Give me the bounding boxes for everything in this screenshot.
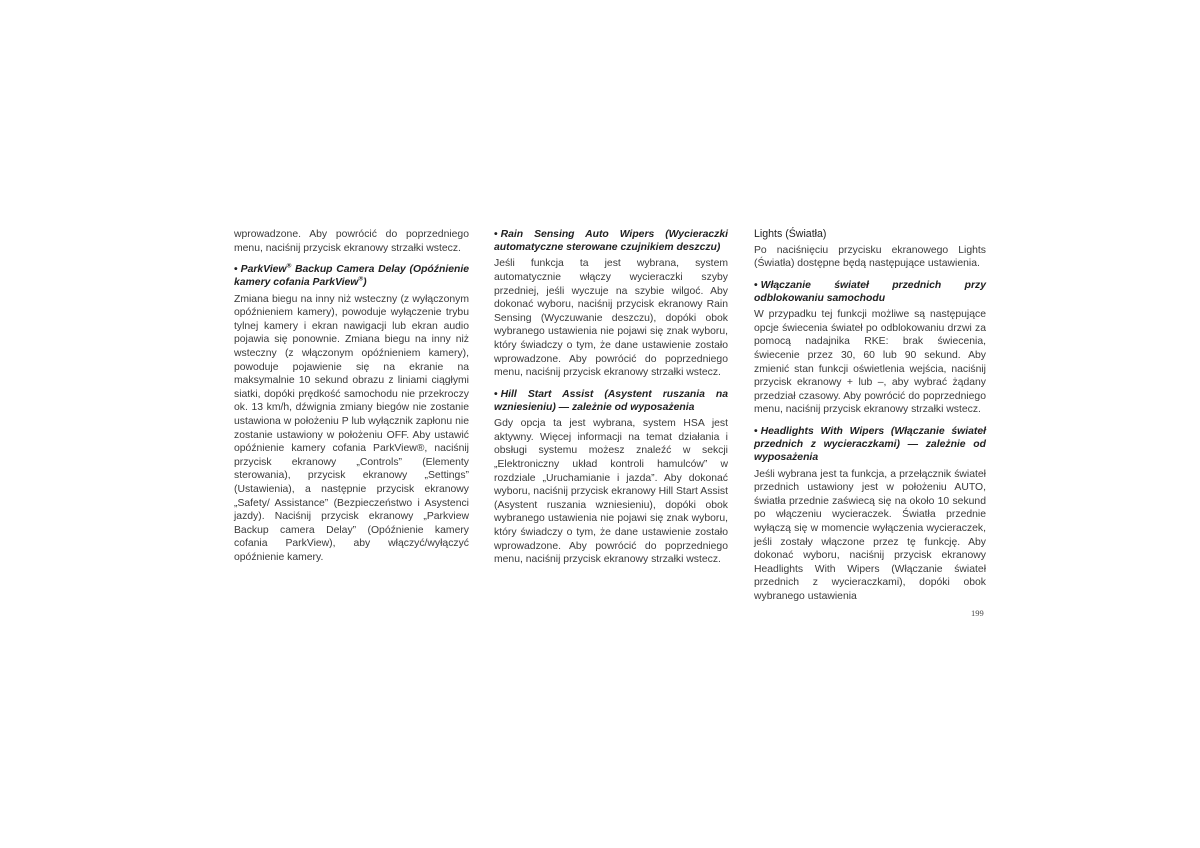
bullet-icon: • xyxy=(234,264,238,276)
paragraph-hill-start: Gdy opcja ta jest wybrana, system HSA jest aktywny. Więcej informacji na temat działania i obsługi systemu możesz znaleźć w sekcji „Elektroniczny układ kontroli hamulców” w rozdziale „Uruchamianie i jazda”. Aby dokonać wyboru, naciśnij przycisk ekranowy Hill Start Assist (Asystent ruszania wzniesieniu), dopóki obok wybranego ustawienia nie pojawi się znak wyboru, który świadczy o tym, że dane ustawienie zostało wprowadzone. Aby powrócić do poprzedniego menu, naciśnij przycisk ekranowy strzałki wstecz. xyxy=(494,418,728,566)
section-heading-unlock-lights: • Włączanie świateł przednich przy odblokowaniu samochodu xyxy=(754,279,986,304)
paragraph-headlights-wipers: Jeśli wybrana jest ta funkcja, a przełącznik świateł przednich ustawiony jest w położeniu AUTO, światła przednie zaświecą się na około 10 sekund po włączeniu wycieraczek. Światła przednie wyłączą się w momencie wyłączenia wycieraczek, jeśli zostały włączone przez tę funkcję. Aby dokonać wyboru, naciśnij przycisk ekranowy Headlights With Wipers (Włączanie świateł przednich z wycieraczkami), dopóki obok wybranego ustawienia xyxy=(754,468,986,602)
paragraph-intro: wprowadzone. Aby powrócić do poprzedniego menu, naciśnij przycisk ekranowy strzałki wstecz. xyxy=(234,229,469,254)
page-number: 199 xyxy=(971,608,984,618)
bullet-icon: • xyxy=(494,229,498,240)
section-heading-rain-sensing: • Rain Sensing Auto Wipers (Wycieraczki automatyczne sterowane czujnikiem deszczu) xyxy=(494,229,728,254)
paragraph-parkview: Zmiana biegu na inny niż wsteczny (z wyłączonym opóźnieniem kamery), powoduje wyłączenie trybu tylnej kamery i ekran nawigacji lub ekran audio pojawia się ponownie. Zmiana biegu na inny niż wsteczny (z włączonym opóźnieniem kamery), powoduje pojawienie się na ekranie na maksymalnie 10 sekund obrazu z liniami ciągłymi siatki, dopóki prędkość samochodu nie przekroczy ok. 13 km/h, dźwignia zmiany biegów nie zostanie ustawiona w położeniu P lub wyłącznik zapłonu nie zostanie ustawiony w położeniu OFF. Aby ustawić opóźnienie kamery cofania ParkView®, naciśnij przycisk ekranowy „Controls” (Elementy sterowania), przycisk ekranowy „Settings” (Ustawienia), a następnie przycisk ekranowy „Safety/ Assistance” (Bezpieczeństwo i Asystenci jazdy). Naciśnij przycisk ekranowy „Parkview Backup camera Delay” (Opóźnienie kamery cofania ParkView), aby włączyć/wyłączyć opóźnienie kamery. xyxy=(234,293,469,563)
paragraph-lights-intro: Po naciśnięciu przycisku ekranowego Lights (Światła) dostępne będą następujące ustawienia. xyxy=(754,244,986,270)
bullet-icon: • xyxy=(754,425,758,437)
section-heading-parkview: • ParkView® Backup Camera Delay (Opóźnienie kamery cofania ParkView®) xyxy=(234,262,469,289)
bullet-icon: • xyxy=(494,388,498,400)
paragraph-rain-sensing: Jeśli funkcja ta jest wybrana, system automatycznie włączy wycieraczki szyby przedniej, jeśli wyczuje na szybie wilgoć. Aby dokonać wyboru, naciśnij przycisk ekranowy Rain Sensing (Wyczuwanie deszczu), dopóki obok wybranego ustawienia nie pojawi się znak wyboru, który świadczy o tym, że dane ustawienie zostało wprowadzone. Aby powrócić do poprzedniego menu, naciśnij przycisk ekranowy strzałki wstecz. xyxy=(494,258,728,379)
section-heading-hill-start: • Hill Start Assist (Asystent ruszania na wzniesieniu) — zależnie od wyposażenia xyxy=(494,388,728,413)
paragraph-unlock-lights: W przypadku tej funkcji możliwe są następujące opcje świecenia świateł po odblokowaniu drzwi za pomocą nadajnika RKE: brak świecenia, świecenie przez 30, 60 lub 90 sekund. Aby zmienić stan funkcji oświetlenia wejścia, naciśnij przycisk ekranowy + lub –, aby wybrać żądany przedział czasowy. Aby powrócić do poprzedniego menu, naciśnij przycisk ekranowy strzałki wstecz. xyxy=(754,309,986,416)
column-right xyxy=(754,228,986,603)
column-middle xyxy=(494,228,728,567)
column-left xyxy=(234,228,469,564)
section-title-lights: Lights (Światła) xyxy=(754,228,827,240)
section-heading-headlights-wipers: • Headlights With Wipers (Włączanie świateł przednich z wycieraczkami) — zależnie od wyposażenia xyxy=(754,425,986,464)
bullet-icon: • xyxy=(754,279,758,291)
